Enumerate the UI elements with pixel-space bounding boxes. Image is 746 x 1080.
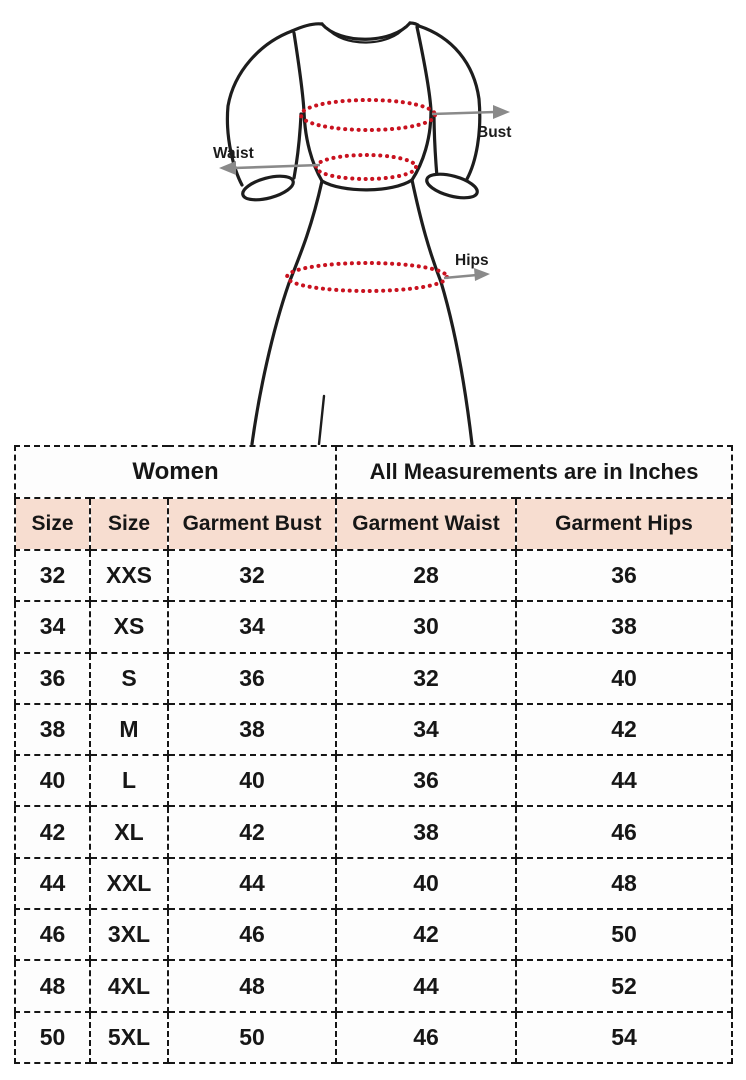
table-cell: 40 [336,858,516,909]
table-cell: 42 [168,806,336,857]
table-cell: 42 [336,909,516,960]
table-cell: 34 [336,704,516,755]
bust-arrow-head [493,105,510,119]
table-cell: XXS [90,550,168,601]
table-row [15,806,732,857]
table-cell: 46 [336,1012,516,1063]
table-cell: 40 [168,755,336,806]
table-cell: 34 [15,601,90,652]
column-header-garment-hips: Garment Hips [516,498,732,550]
table-cell: 30 [336,601,516,652]
table-cell: M [90,704,168,755]
table-cell: L [90,755,168,806]
size-rows [15,550,732,1063]
table-cell: 50 [15,1012,90,1063]
measurement-dotted-lines [287,100,447,291]
table-cell: 34 [168,601,336,652]
table-cell: 46 [168,909,336,960]
table-cell: XXL [90,858,168,909]
table-cell: 48 [516,858,732,909]
table-row [15,550,732,601]
table-cell: S [90,653,168,704]
table-cell: 50 [168,1012,336,1063]
table-row [15,704,732,755]
column-header-size-number: Size [15,498,90,550]
table-row [15,653,732,704]
table-cell: 50 [516,909,732,960]
table-cell: 44 [336,960,516,1011]
group-header-row [15,446,732,498]
table-cell: 32 [15,550,90,601]
dress-diagram-svg [0,0,746,445]
table-cell: 28 [336,550,516,601]
table-cell: 38 [516,601,732,652]
table-row [15,1012,732,1063]
column-header-garment-waist: Garment Waist [336,498,516,550]
dress-measurement-diagram [0,0,746,445]
table-row [15,601,732,652]
table-cell: 52 [516,960,732,1011]
table-cell: 42 [516,704,732,755]
table-cell: 36 [336,755,516,806]
table-cell: 48 [168,960,336,1011]
table-row [15,909,732,960]
table-row [15,755,732,806]
table-cell: XL [90,806,168,857]
waist-label: Waist [213,145,254,162]
table-cell: 36 [516,550,732,601]
table-cell: 40 [516,653,732,704]
table-cell: XS [90,601,168,652]
bust-label: Bust [477,124,512,141]
table-row [15,858,732,909]
table-cell: 46 [15,909,90,960]
women-group-header: Women [15,446,336,498]
table-cell: 5XL [90,1012,168,1063]
table-row [15,960,732,1011]
table-cell: 32 [336,653,516,704]
table-cell: 38 [168,704,336,755]
table-cell: 38 [15,704,90,755]
table-cell: 42 [15,806,90,857]
waist-dotted-ellipse [316,155,416,179]
table-cell: 46 [516,806,732,857]
table-cell: 54 [516,1012,732,1063]
bust-dotted-ellipse [301,100,435,130]
table-cell: 36 [15,653,90,704]
waist-arrow-head [219,161,236,175]
measurements-note-header: All Measurements are in Inches [336,446,732,498]
table-cell: 40 [15,755,90,806]
table-cell: 48 [15,960,90,1011]
table-cell: 38 [336,806,516,857]
table-cell: 44 [15,858,90,909]
hips-label: Hips [455,252,489,269]
hips-dotted-ellipse [287,263,447,291]
dress-outline [227,23,479,444]
size-chart-table [14,445,733,1064]
table-cell: 44 [516,755,732,806]
hips-arrow-head [474,268,490,281]
table-cell: 44 [168,858,336,909]
column-header-size-letter: Size [90,498,168,550]
table-cell: 4XL [90,960,168,1011]
table-cell: 32 [168,550,336,601]
table-cell: 3XL [90,909,168,960]
column-header-garment-bust: Garment Bust [168,498,336,550]
table-cell: 36 [168,653,336,704]
column-header-row [15,498,732,550]
